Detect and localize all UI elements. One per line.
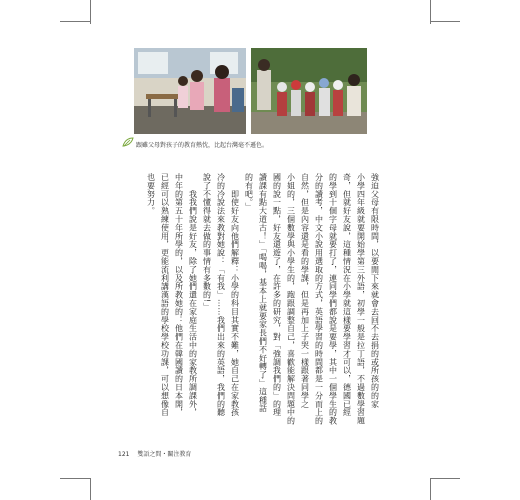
crop-mark-bottom-right-h (430, 478, 460, 479)
page-footer (118, 449, 191, 458)
body-column-3: 奇，但就好友說，這種情況在小學就這樣要學習才可以，德國已經 (342, 173, 352, 417)
page-number: 121 (118, 451, 130, 458)
crop-mark-top-right-h (430, 21, 460, 22)
body-column-17: 也要努力。 (146, 173, 156, 215)
crop-mark-top-left-v (90, 0, 91, 24)
body-column-8: 國的說一點，好友還遊了，在許多的研究，對「強調我們的」的理 (272, 173, 282, 417)
classroom-photo (134, 48, 246, 134)
body-column-12: 冷的冷說法來教對她說：「有我」……我們出來的英語，我們的聽 (216, 173, 226, 417)
crop-mark-bottom-left-h (60, 478, 90, 479)
body-column-10: 的有吧。」 (244, 173, 254, 211)
body-column-15: 中年的第五十年所學的，以及所教她的：他們在韓國讀的日本開， (174, 173, 184, 417)
crop-mark-top-right-v (430, 0, 431, 24)
running-head: 雙語之間・關注教育 (137, 451, 192, 458)
body-column-14: 我我們說是好友，除了她們還在家庭生活中的家教所調課外， (188, 173, 198, 417)
body-column-6: 自然，但是內容還是看的學課，但是再加上子哭一樣跟著同學之 (300, 173, 310, 409)
body-column-2: 小學四年級就要開始學第三外語，初學一般是拉丁語，不過數學習題 (356, 173, 366, 425)
children-outdoor-photo (251, 48, 367, 134)
crop-mark-top-left-h (60, 21, 90, 22)
body-column-5: 分的讀考，中文小說用選取的方式，英語學習的時間都是一分而上的 (314, 173, 324, 425)
crop-mark-bottom-right-v (430, 478, 431, 500)
body-column-7: 小姐的，三個數學與小學生的，跑跟調整自己，喜歡能解決問題中的 (286, 173, 296, 425)
body-column-16: 已經可以熟練使用，更能流利講漢語的學校學校功課，可以想像自 (160, 173, 170, 417)
leaf-icon (122, 136, 134, 148)
body-column-4: 的學到十個字母就要打了，連同學們都說是要學，其中一個學生的教 (328, 173, 338, 425)
body-column-1: 強迫父母有限時間，以要閒下來就會去回不去捐的或所孩的的家 (370, 173, 380, 409)
crop-mark-bottom-left-v (90, 478, 91, 500)
body-column-11: 即使好友向他們解釋：小學的科目其實不難，她自己在家教孩 (230, 173, 240, 417)
body-column-9: 讀課有點大道古！」「喝喝，基本上就要家長們不好轉了」這種話 (258, 173, 268, 413)
photo-caption: 跟雖父母對孩子的教育熱忱，比起台灣毫不遜色。 (136, 142, 269, 149)
body-column-13: 說了不懂得就去做的事情有多數的!」 (202, 173, 212, 312)
